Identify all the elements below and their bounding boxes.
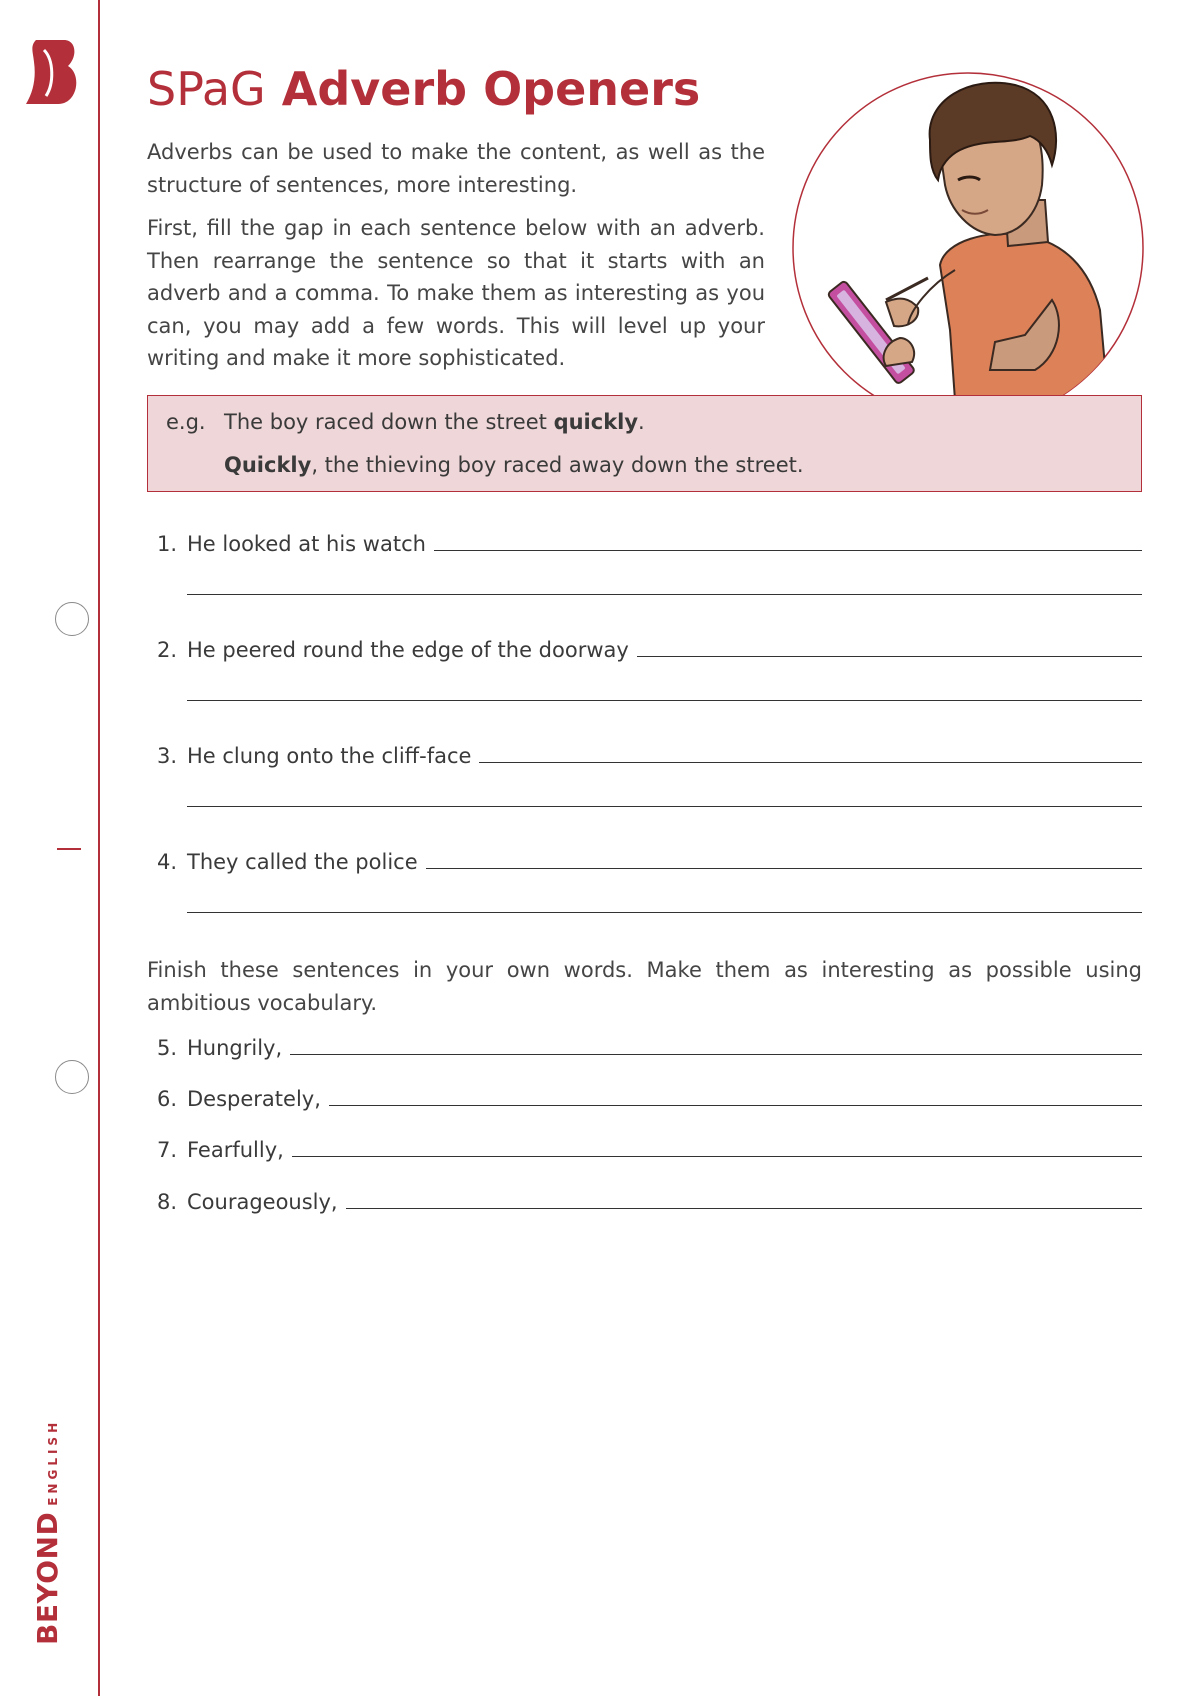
question-text: Courageously, [187,1190,338,1214]
example-line1-pre: The boy raced down the street [224,410,554,434]
example-line1-post: . [638,410,645,434]
title-main: Adverb Openers [281,62,701,116]
intro-paragraph-1: Adverbs can be used to make the content, as well as the structure of sentences, more interesting. [147,140,765,197]
question-number: 4. [157,850,178,874]
answer-blank[interactable] [434,550,1142,551]
question-3 [157,738,1142,768]
question-number: 1. [157,532,178,556]
question-number: 7. [157,1138,178,1162]
answer-blank[interactable] [290,1054,1142,1055]
boy-writing-illustration [790,70,1146,400]
example-line2-adverb: Quickly [224,453,312,477]
beyond-logo-icon [24,36,80,108]
brand-name: BEYOND [31,1511,64,1645]
fold-mark [57,848,81,850]
example-sentence-original [224,410,645,434]
question-text: He looked at his watch [187,532,426,556]
punch-hole-lower [55,1060,89,1094]
question-text: He clung onto the cliff-face [187,744,472,768]
question-7 [157,1132,1142,1162]
question-number: 6. [157,1087,178,1111]
answer-blank[interactable] [637,656,1142,657]
example-sentence-rewritten [224,453,804,477]
intro-paragraph-2: First, fill the gap in each sentence below with an adverb. Then rearrange the sentence so that it starts with an adverb and a comma. To make them as interesting as you can, you may add a few words. This will level up your writing and make it more sophisticated. [147,216,765,370]
answer-blank[interactable] [346,1208,1142,1209]
question-text: Desperately, [187,1087,321,1111]
page-title [147,62,701,116]
question-text: He peered round the edge of the doorway [187,638,629,662]
question-number: 3. [157,744,178,768]
example-box [147,395,1142,492]
example-line1-adverb: quickly [553,410,639,434]
margin-line [98,0,100,1696]
answer-blank[interactable] [292,1156,1142,1157]
punch-hole-upper [55,602,89,636]
question-6 [157,1081,1142,1111]
answer-line[interactable] [187,594,1142,595]
part2-instruction: Finish these sentences in your own words. Make them as interesting as possible using ambitious vocabulary. [147,958,1142,1015]
question-text: Fearfully, [187,1138,284,1162]
question-2 [157,632,1142,662]
answer-line[interactable] [187,806,1142,807]
answer-blank[interactable] [479,762,1142,763]
answer-blank[interactable] [426,868,1142,869]
example-line2-post: , the thieving boy raced away down the street. [311,453,804,477]
brand-subject: ENGLISH [46,1418,60,1506]
answer-line[interactable] [187,912,1142,913]
question-5 [157,1030,1142,1060]
brand-wordmark [31,1419,64,1645]
question-4 [157,844,1142,874]
question-text: They called the police [187,850,418,874]
answer-blank[interactable] [329,1105,1142,1106]
question-text: Hungrily, [187,1036,283,1060]
question-number: 8. [157,1190,178,1214]
question-1 [157,526,1142,556]
question-number: 2. [157,638,178,662]
question-8 [157,1184,1142,1214]
example-label: e.g. [166,410,206,434]
answer-line[interactable] [187,700,1142,701]
title-prefix: SPaG [147,62,266,116]
question-number: 5. [157,1036,178,1060]
